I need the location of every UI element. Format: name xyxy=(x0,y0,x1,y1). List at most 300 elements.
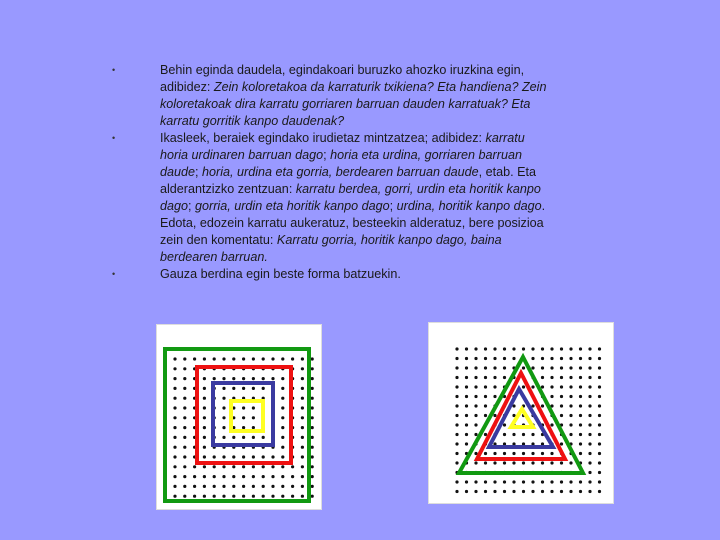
grid-peg xyxy=(493,414,496,417)
grid-peg xyxy=(222,387,225,390)
grid-peg xyxy=(598,423,601,426)
grid-peg xyxy=(242,495,245,498)
grid-peg xyxy=(203,465,206,468)
grid-peg xyxy=(242,357,245,360)
grid-peg xyxy=(281,495,284,498)
grid-peg xyxy=(522,385,525,388)
grid-peg xyxy=(262,357,265,360)
grid-peg xyxy=(242,485,245,488)
grid-peg xyxy=(560,461,563,464)
grid-peg xyxy=(588,471,591,474)
grid-peg xyxy=(465,357,468,360)
grid-peg xyxy=(522,366,525,369)
grid-peg xyxy=(311,485,314,488)
grid-peg xyxy=(311,397,314,400)
grid-peg xyxy=(455,385,458,388)
grid-peg xyxy=(598,366,601,369)
grid-peg xyxy=(455,461,458,464)
bullet-item xyxy=(112,266,552,283)
bullet-item xyxy=(112,130,552,266)
grid-peg xyxy=(455,490,458,493)
grid-peg xyxy=(222,455,225,458)
grid-peg xyxy=(301,416,304,419)
bullet-item xyxy=(112,62,552,130)
grid-peg xyxy=(252,495,255,498)
grid-peg xyxy=(474,347,477,350)
grid-peg xyxy=(512,461,515,464)
grid-peg xyxy=(474,490,477,493)
bullet-segment: ; xyxy=(188,199,196,213)
grid-peg xyxy=(281,426,284,429)
bullet-italic-segment: karratu horia urdinaren barruan dago xyxy=(160,131,525,162)
grid-peg xyxy=(474,461,477,464)
grid-peg xyxy=(242,475,245,478)
grid-peg xyxy=(493,395,496,398)
grid-peg xyxy=(484,395,487,398)
grid-peg xyxy=(465,414,468,417)
grid-peg xyxy=(541,480,544,483)
grid-peg xyxy=(203,446,206,449)
grid-peg xyxy=(512,452,515,455)
grid-peg xyxy=(503,433,506,436)
grid-peg xyxy=(203,406,206,409)
grid-peg xyxy=(193,475,196,478)
grid-peg xyxy=(569,385,572,388)
nested-triangles-svg xyxy=(429,323,613,503)
grid-peg xyxy=(474,395,477,398)
grid-peg xyxy=(569,461,572,464)
grid-peg xyxy=(541,347,544,350)
grid-peg xyxy=(213,377,216,380)
grid-peg xyxy=(242,377,245,380)
grid-peg xyxy=(484,347,487,350)
grid-peg xyxy=(503,490,506,493)
grid-peg xyxy=(550,480,553,483)
grid-peg xyxy=(252,465,255,468)
grid-peg xyxy=(465,366,468,369)
grid-peg xyxy=(222,465,225,468)
grid-peg xyxy=(252,387,255,390)
grid-peg xyxy=(242,465,245,468)
grid-peg xyxy=(541,385,544,388)
grid-peg xyxy=(213,455,216,458)
grid-peg xyxy=(173,465,176,468)
bullet-italic-segment: horia, urdina eta gorria, berdearen barruan daude xyxy=(202,165,479,179)
grid-peg xyxy=(560,404,563,407)
grid-peg xyxy=(598,347,601,350)
grid-peg xyxy=(203,485,206,488)
grid-peg xyxy=(262,387,265,390)
grid-peg xyxy=(588,366,591,369)
grid-peg xyxy=(301,387,304,390)
grid-peg xyxy=(474,414,477,417)
grid-peg xyxy=(484,414,487,417)
grid-peg xyxy=(550,395,553,398)
bullet-italic-segment: gorria, urdin eta horitik kanpo dago xyxy=(195,199,390,213)
grid-peg xyxy=(503,480,506,483)
grid-peg xyxy=(252,426,255,429)
grid-peg xyxy=(569,404,572,407)
grid-peg xyxy=(222,426,225,429)
grid-peg xyxy=(550,376,553,379)
grid-peg xyxy=(474,433,477,436)
grid-peg xyxy=(579,414,582,417)
grid-peg xyxy=(291,357,294,360)
grid-peg xyxy=(569,366,572,369)
bullet-marker: • xyxy=(112,65,116,75)
grid-peg xyxy=(173,387,176,390)
nested-triangles-geoboard xyxy=(428,322,614,504)
grid-peg xyxy=(531,461,534,464)
grid-peg xyxy=(301,495,304,498)
grid-peg xyxy=(455,376,458,379)
grid-peg xyxy=(579,404,582,407)
grid-peg xyxy=(493,461,496,464)
grid-peg xyxy=(474,376,477,379)
grid-peg xyxy=(588,414,591,417)
grid-peg xyxy=(311,475,314,478)
grid-peg xyxy=(569,490,572,493)
grid-peg xyxy=(550,357,553,360)
grid-peg xyxy=(465,395,468,398)
grid-peg xyxy=(311,426,314,429)
grid-peg xyxy=(311,406,314,409)
grid-peg xyxy=(474,404,477,407)
grid-peg xyxy=(484,490,487,493)
grid-peg xyxy=(222,485,225,488)
grid-peg xyxy=(213,475,216,478)
grid-peg xyxy=(598,433,601,436)
grid-peg xyxy=(311,495,314,498)
grid-peg xyxy=(291,475,294,478)
grid-peg xyxy=(550,461,553,464)
grid-peg xyxy=(301,377,304,380)
grid-peg xyxy=(484,376,487,379)
grid-peg xyxy=(173,495,176,498)
grid-peg xyxy=(531,490,534,493)
grid-peg xyxy=(281,455,284,458)
grid-peg xyxy=(598,376,601,379)
grid-peg xyxy=(541,357,544,360)
grid-peg xyxy=(281,387,284,390)
grid-peg xyxy=(281,377,284,380)
grid-peg xyxy=(503,376,506,379)
grid-peg xyxy=(474,366,477,369)
grid-peg xyxy=(560,442,563,445)
grid-peg xyxy=(173,426,176,429)
grid-peg xyxy=(301,436,304,439)
grid-peg xyxy=(569,414,572,417)
grid-peg xyxy=(569,347,572,350)
grid-peg xyxy=(531,357,534,360)
grid-peg xyxy=(252,416,255,419)
grid-peg xyxy=(222,357,225,360)
grid-peg xyxy=(550,490,553,493)
grid-peg xyxy=(252,357,255,360)
bullet-segment: ; xyxy=(389,199,397,213)
bullet-segment: Ikasleek, beraiek egindako irudietaz mintzatzea; adibidez: xyxy=(160,131,486,145)
grid-peg xyxy=(242,436,245,439)
grid-peg xyxy=(588,376,591,379)
grid-peg xyxy=(484,385,487,388)
grid-peg xyxy=(252,475,255,478)
grid-peg xyxy=(541,366,544,369)
grid-peg xyxy=(271,465,274,468)
grid-peg xyxy=(193,465,196,468)
grid-peg xyxy=(183,446,186,449)
grid-peg xyxy=(579,385,582,388)
grid-peg xyxy=(311,465,314,468)
bullet-segment: ; xyxy=(195,165,203,179)
grid-peg xyxy=(531,452,534,455)
grid-peg xyxy=(493,357,496,360)
grid-peg xyxy=(541,404,544,407)
grid-peg xyxy=(550,452,553,455)
grid-peg xyxy=(183,485,186,488)
grid-peg xyxy=(484,404,487,407)
grid-peg xyxy=(203,495,206,498)
grid-peg xyxy=(291,485,294,488)
grid-peg xyxy=(262,436,265,439)
nested-squares-svg xyxy=(157,325,321,509)
grid-peg xyxy=(183,495,186,498)
grid-peg xyxy=(598,490,601,493)
grid-peg xyxy=(311,455,314,458)
grid-peg xyxy=(203,357,206,360)
grid-peg xyxy=(222,377,225,380)
grid-peg xyxy=(301,465,304,468)
grid-peg xyxy=(550,423,553,426)
grid-peg xyxy=(579,357,582,360)
grid-peg xyxy=(301,446,304,449)
bullet-text xyxy=(160,267,401,281)
grid-peg xyxy=(311,357,314,360)
grid-peg xyxy=(550,366,553,369)
grid-peg xyxy=(232,377,235,380)
grid-peg xyxy=(522,490,525,493)
grid-peg xyxy=(232,387,235,390)
grid-peg xyxy=(203,377,206,380)
grid-peg xyxy=(474,385,477,388)
grid-peg xyxy=(474,480,477,483)
bullet-segment: , etab. Eta alderantzizko zentzuan: xyxy=(160,165,537,196)
grid-peg xyxy=(203,436,206,439)
grid-peg xyxy=(550,347,553,350)
grid-peg xyxy=(193,495,196,498)
grid-peg xyxy=(465,385,468,388)
bullet-segment: ; xyxy=(323,148,331,162)
grid-peg xyxy=(560,357,563,360)
grid-peg xyxy=(465,404,468,407)
grid-peg xyxy=(232,436,235,439)
green-square xyxy=(165,349,309,501)
grid-peg xyxy=(281,436,284,439)
grid-peg xyxy=(493,385,496,388)
grid-peg xyxy=(579,442,582,445)
grid-peg xyxy=(455,423,458,426)
grid-peg xyxy=(588,423,591,426)
grid-peg xyxy=(560,366,563,369)
grid-peg xyxy=(183,455,186,458)
grid-peg xyxy=(281,465,284,468)
bullet-marker: • xyxy=(112,269,116,279)
bullet-italic-segment: Zein koloretakoa da karraturik txikiena? Eta handiena? Zein koloretakoak dira karratu gorriaren barruan dauden karratuak? Eta karratu gorritik kanpo daudenak? xyxy=(160,80,547,128)
grid-peg xyxy=(598,357,601,360)
grid-peg xyxy=(232,475,235,478)
grid-peg xyxy=(522,433,525,436)
grid-peg xyxy=(579,376,582,379)
grid-peg xyxy=(579,347,582,350)
grid-peg xyxy=(183,475,186,478)
grid-peg xyxy=(522,461,525,464)
grid-peg xyxy=(183,426,186,429)
grid-peg xyxy=(579,490,582,493)
grid-peg xyxy=(522,480,525,483)
grid-peg xyxy=(252,406,255,409)
grid-peg xyxy=(183,465,186,468)
grid-peg xyxy=(465,442,468,445)
grid-peg xyxy=(588,490,591,493)
grid-peg xyxy=(271,485,274,488)
grid-peg xyxy=(560,490,563,493)
grid-peg xyxy=(484,366,487,369)
grid-peg xyxy=(484,480,487,483)
grid-peg xyxy=(484,461,487,464)
grid-peg xyxy=(598,452,601,455)
grid-peg xyxy=(493,347,496,350)
grid-peg xyxy=(311,416,314,419)
bullet-segment: Gauza berdina egin beste forma batzuekin. xyxy=(160,267,401,281)
grid-peg xyxy=(588,433,591,436)
grid-peg xyxy=(173,377,176,380)
grid-peg xyxy=(183,377,186,380)
grid-peg xyxy=(503,366,506,369)
bullet-italic-segment: urdina, horitik kanpo dago xyxy=(396,199,542,213)
grid-peg xyxy=(569,395,572,398)
grid-peg xyxy=(271,495,274,498)
grid-peg xyxy=(242,406,245,409)
grid-peg xyxy=(173,367,176,370)
grid-peg xyxy=(222,495,225,498)
grid-peg xyxy=(455,414,458,417)
grid-peg xyxy=(465,376,468,379)
bullet-list xyxy=(112,62,552,283)
grid-peg xyxy=(598,385,601,388)
grid-peg xyxy=(503,357,506,360)
grid-peg xyxy=(455,433,458,436)
grid-peg xyxy=(598,442,601,445)
bullet-italic-segment: karratu berdea, gorri, urdin eta horitik kanpo dago xyxy=(160,182,541,213)
grid-peg xyxy=(493,376,496,379)
grid-peg xyxy=(579,395,582,398)
grid-peg xyxy=(588,442,591,445)
grid-peg xyxy=(232,495,235,498)
grid-peg xyxy=(213,485,216,488)
grid-peg xyxy=(262,455,265,458)
grid-peg xyxy=(173,357,176,360)
grid-peg xyxy=(203,416,206,419)
grid-peg xyxy=(569,423,572,426)
grid-peg xyxy=(183,397,186,400)
grid-peg xyxy=(512,357,515,360)
grid-peg xyxy=(232,455,235,458)
grid-peg xyxy=(311,387,314,390)
grid-peg xyxy=(493,452,496,455)
yellow-triangle xyxy=(511,409,533,427)
grid-peg xyxy=(203,397,206,400)
grid-peg xyxy=(311,367,314,370)
bullet-text xyxy=(160,131,545,264)
grid-peg xyxy=(173,475,176,478)
grid-peg xyxy=(512,347,515,350)
grid-peg xyxy=(213,357,216,360)
grid-peg xyxy=(271,455,274,458)
grid-peg xyxy=(222,416,225,419)
grid-peg xyxy=(203,387,206,390)
yellow-square xyxy=(231,401,263,431)
grid-peg xyxy=(281,416,284,419)
grid-peg xyxy=(455,404,458,407)
grid-peg xyxy=(560,376,563,379)
grid-peg xyxy=(173,416,176,419)
grid-peg xyxy=(291,465,294,468)
grid-peg xyxy=(531,366,534,369)
nested-squares-geoboard xyxy=(156,324,322,510)
bullet-marker: • xyxy=(112,133,116,143)
grid-peg xyxy=(173,406,176,409)
grid-peg xyxy=(222,406,225,409)
grid-peg xyxy=(569,357,572,360)
grid-peg xyxy=(271,357,274,360)
grid-peg xyxy=(222,397,225,400)
grid-peg xyxy=(301,367,304,370)
grid-peg xyxy=(193,357,196,360)
grid-peg xyxy=(588,395,591,398)
grid-peg xyxy=(598,461,601,464)
grid-peg xyxy=(173,455,176,458)
grid-peg xyxy=(213,465,216,468)
grid-peg xyxy=(203,475,206,478)
grid-peg xyxy=(183,416,186,419)
grid-peg xyxy=(301,475,304,478)
grid-peg xyxy=(203,426,206,429)
grid-peg xyxy=(522,347,525,350)
grid-peg xyxy=(183,436,186,439)
grid-peg xyxy=(503,461,506,464)
grid-peg xyxy=(465,490,468,493)
grid-peg xyxy=(588,480,591,483)
grid-peg xyxy=(455,347,458,350)
grid-peg xyxy=(579,480,582,483)
grid-peg xyxy=(531,480,534,483)
grid-peg xyxy=(541,461,544,464)
grid-peg xyxy=(281,397,284,400)
grid-peg xyxy=(560,395,563,398)
grid-peg xyxy=(484,452,487,455)
grid-peg xyxy=(301,485,304,488)
grid-peg xyxy=(484,433,487,436)
grid-peg xyxy=(281,475,284,478)
grid-peg xyxy=(203,455,206,458)
grid-peg xyxy=(493,490,496,493)
grid-peg xyxy=(252,377,255,380)
grid-peg xyxy=(242,416,245,419)
grid-peg xyxy=(560,480,563,483)
grid-peg xyxy=(579,423,582,426)
grid-peg xyxy=(474,423,477,426)
grid-peg xyxy=(183,367,186,370)
grid-peg xyxy=(232,357,235,360)
